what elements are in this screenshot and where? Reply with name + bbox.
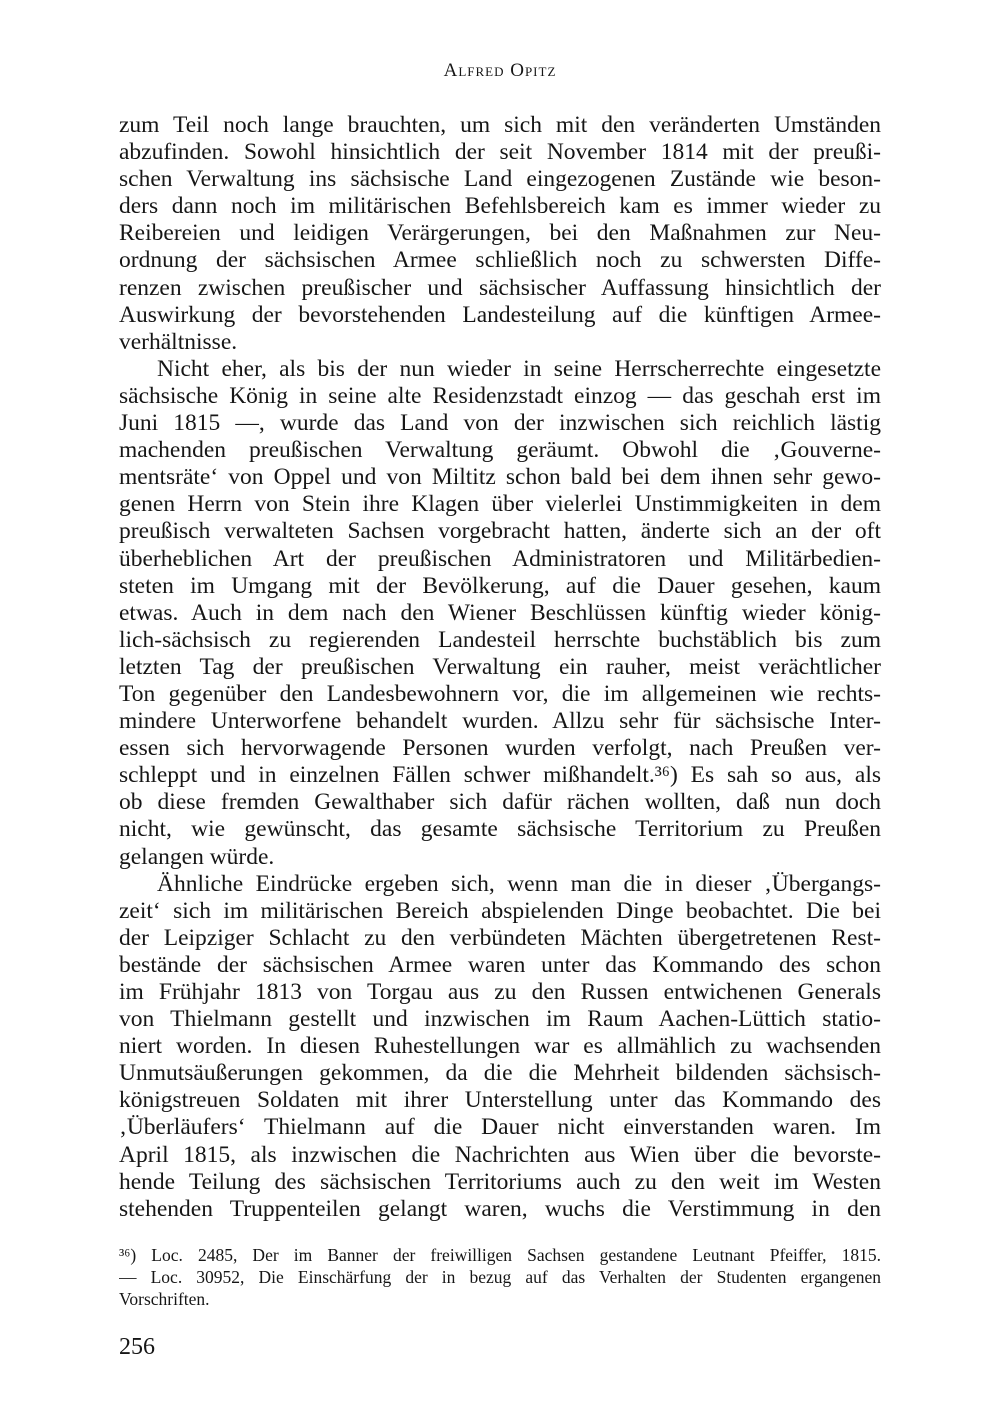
text-line: renzen zwischen preußischer und sächsischer Auffassung hinsichtlich der — [119, 274, 881, 301]
text-line: Nicht eher, als bis der nun wieder in seine Herrscherrechte eingesetzte — [157, 355, 881, 382]
text-line: im Frühjahr 1813 von Torgau aus zu den Russen entwichenen Generals — [119, 979, 881, 1005]
text-line: stehenden Truppenteilen gelangt waren, wuchs die Verstimmung in den — [119, 1195, 881, 1222]
body-text — [119, 112, 881, 1223]
text-line: April 1815, als inzwischen die Nachrichten aus Wien über die bevorste- — [119, 1141, 881, 1168]
text-line: letzten Tag der preußischen Verwaltung ein rauher, meist verächtlicher — [119, 653, 881, 680]
text-line: ders dann noch im militärischen Befehlsbereich kam es immer wieder zu — [119, 193, 881, 220]
text-line: schleppt und in einzelnen Fällen schwer mißhandelt.³⁶) Es sah so aus, als — [119, 762, 881, 789]
text-line: mentsräte‘ von Oppel und von Miltitz schon bald bei dem ihnen sehr gewo- — [119, 464, 881, 491]
text-line: Ton gegenüber den Landesbewohnern vor, die im allgemeinen wie rechts- — [119, 680, 881, 707]
text-line: sächsische König in seine alte Residenzstadt einzog — das geschah erst im — [119, 382, 881, 409]
text-line: gelangen würde. — [119, 843, 275, 870]
text-line: königstreuen Soldaten mit ihrer Unterstellung unter das Kommando des — [119, 1087, 881, 1114]
text-line: mindere Unterworfene behandelt wurden. Allzu sehr für sächsische Inter- — [119, 708, 881, 735]
footnote-line: Vorschriften. — [119, 1289, 210, 1309]
text-line: der Leipziger Schlacht zu den verbündeten Mächten übergetretenen Rest- — [119, 924, 881, 951]
text-line: schen Verwaltung ins sächsische Land eingezogenen Zustände wie beson- — [119, 166, 881, 193]
footnotes — [119, 1244, 881, 1310]
text-line: Ähnliche Eindrücke ergeben sich, wenn man die in dieser ‚Übergangs- — [157, 870, 881, 897]
text-line: etwas. Auch in dem nach den Wiener Beschlüssen künftig wieder könig- — [119, 599, 881, 626]
text-line: Juni 1815 —, wurde das Land von der inzwischen sich reichlich lästig — [119, 410, 881, 437]
text-line: lich-sächsisch zu regierenden Landesteil herrschte buchstäblich bis zum — [119, 626, 881, 653]
text-line: überheblichen Art der preußischen Administratoren und Militärbedien- — [119, 545, 881, 572]
text-line: hende Teilung des sächsischen Territoriums auch zu den weit im Westen — [119, 1168, 881, 1195]
text-line: ob diese fremden Gewalthaber sich dafür rächen wollten, daß nun doch — [119, 789, 881, 816]
text-line: genen Herrn von Stein ihre Klagen über vielerlei Unstimmigkeiten in dem — [119, 491, 881, 518]
text-line: essen sich hervorwagende Personen wurden verfolgt, nach Preußen ver- — [119, 735, 881, 762]
text-line: machenden preußischen Verwaltung geräumt. Obwohl die ‚Gouverne- — [119, 437, 881, 464]
text-line: zeit‘ sich im militärischen Bereich abspielenden Dinge beobachtet. Die bei — [119, 897, 881, 924]
text-line: preußisch verwalteten Sachsen vorgebracht hatten, änderte sich an der oft — [119, 518, 881, 545]
text-line: Reibereien und leidigen Verärgerungen, bei den Maßnahmen zur Neu- — [119, 220, 881, 247]
text-line: von Thielmann gestellt und inzwischen im Raum Aachen-Lüttich statio- — [119, 1006, 881, 1033]
text-line: nicht, wie gewünscht, das gesamte sächsische Territorium zu Preußen — [119, 816, 881, 843]
text-line: Auswirkung der bevorstehenden Landesteilung auf die künftigen Armee- — [119, 301, 881, 328]
text-line: ‚Überläufers‘ Thielmann auf die Dauer nicht einverstanden waren. Im — [119, 1114, 881, 1141]
running-head: Alfred Opitz — [443, 60, 557, 81]
text-line: steten im Umgang mit der Bevölkerung, auf die Dauer gesehen, kaum — [119, 572, 881, 599]
text-line: Unmutsäußerungen gekommen, da die die Mehrheit bildenden sächsisch- — [119, 1060, 881, 1087]
text-line: ordnung der sächsischen Armee schließlich noch zu schwersten Diffe- — [119, 247, 881, 274]
text-line: zum Teil noch lange brauchten, um sich mit den veränderten Umständen — [119, 112, 881, 138]
text-line: abzufinden. Sowohl hinsichtlich der seit November 1814 mit der preußi- — [119, 139, 881, 166]
footnote-line: — Loc. 30952, Die Einschärfung der in bezug auf das Verhalten der Studenten ergangenen — [119, 1267, 881, 1287]
text-line: niert worden. In diesen Ruhestellungen war es allmählich zu wachsenden — [119, 1033, 881, 1060]
page-number: 256 — [119, 1334, 155, 1360]
text-line: verhältnisse. — [119, 328, 238, 355]
footnote-line: ³⁶) Loc. 2485, Der im Banner der freiwilligen Sachsen gestandene Leutnant Pfeiffer, 1815. — [119, 1245, 881, 1265]
text-line: bestände der sächsischen Armee waren unter das Kommando des schon — [119, 951, 881, 978]
